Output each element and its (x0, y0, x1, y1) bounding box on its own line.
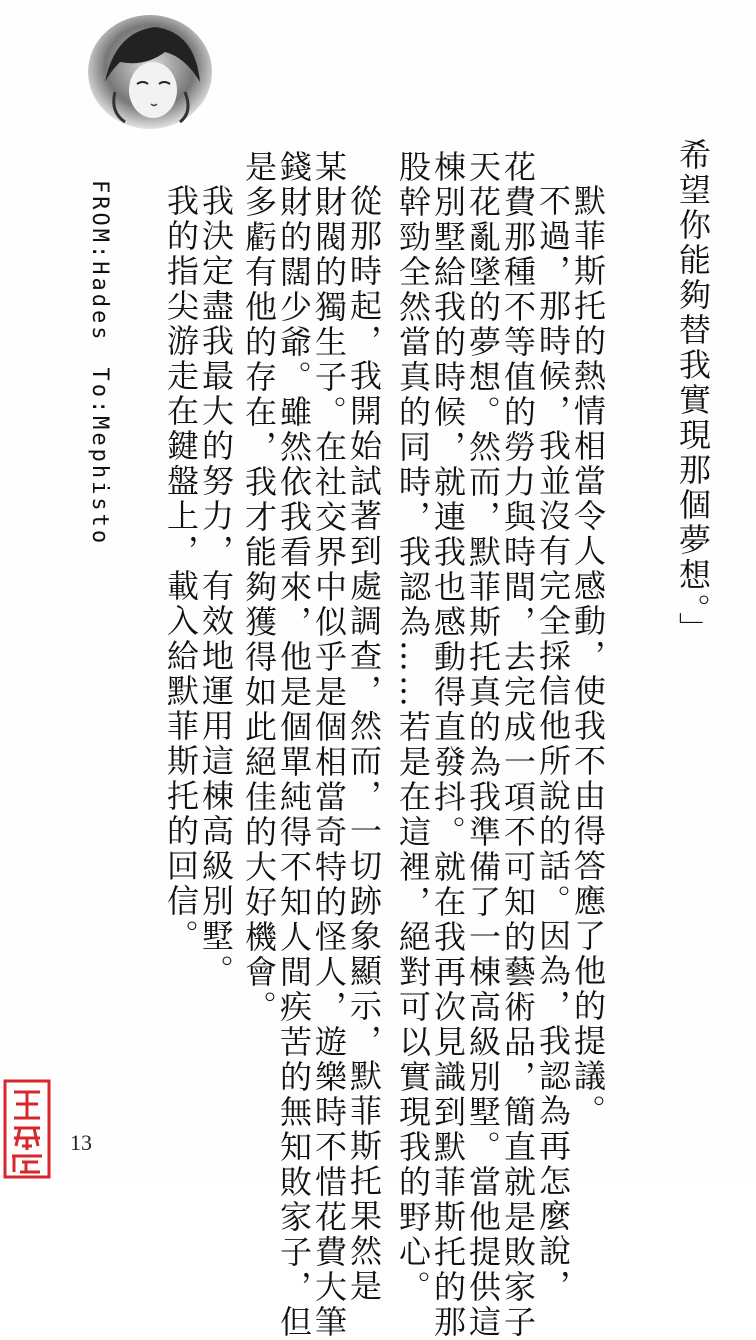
text-column: 不過，那時候，我並沒有完全採信他所說的話。因為，我認為再怎麼說， (534, 184, 572, 1304)
text-column: 我的指尖游走在鍵盤上，載入給默菲斯托的回信。 (162, 184, 200, 954)
text-column: 錢財的闊少爺。雖然依我看來，他是個單純得不知人間疾苦的無知敗家子，但 (275, 150, 313, 1340)
text-column: 天花亂墜的夢想。然而，默菲斯托真的為我準備了一棟高級別墅。當他提供這 (464, 150, 502, 1340)
text-column: 花費那種不等值的勞力與時間，去完成一項不可知的藝術品，簡直就是敗家子 (499, 150, 537, 1340)
text-column: 是多虧有他的存在，我才能夠獲得如此絕佳的大好機會。 (240, 150, 278, 1025)
portrait-icon (85, 12, 215, 132)
signature-line: FROM:Hades To:Mephisto (87, 180, 112, 547)
text-column: 某財閥的獨生子。在社交界中似乎是個相當奇特的怪人，遊樂時不惜花費大筆 (310, 150, 348, 1340)
text-column: 希望你能夠替我實現那個夢想。」 (674, 138, 712, 647)
page-number: 13 (70, 1130, 92, 1155)
text-column: 我決定盡我最大的努力，有效地運用這棟高級別墅。 (197, 184, 235, 989)
text-column: 從那時起，我開始試著到處調查，然而，一切跡象顯示，默菲斯托果然是 (345, 184, 383, 1304)
text-column: 棟別墅給我的時候，就連我也感動得直發抖。就在我再次見識到默菲斯托的那 (429, 150, 467, 1340)
seal-stamp-icon (2, 1078, 52, 1180)
text-column: 股幹勁全然當真的同時，我認為……若是在這裡，絕對可以實現我的野心。 (394, 150, 432, 1305)
text-column: 默菲斯托的熱情相當令人感動，使我不由得答應了他的提議。 (569, 184, 607, 1129)
